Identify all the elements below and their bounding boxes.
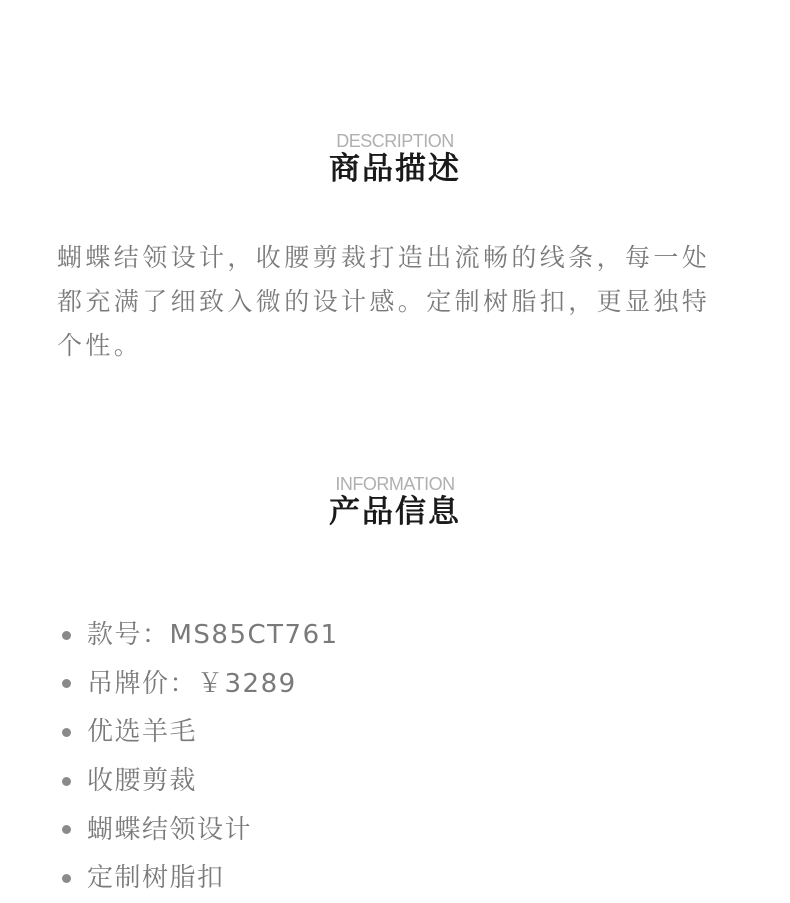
information-title: 产品信息 bbox=[329, 494, 461, 530]
description-text: 蝴蝶结领设计，收腰剪裁打造出流畅的线条，每一处都充满了细致入微的设计感。定制树脂扣，更显独特个性。 bbox=[57, 243, 711, 360]
list-item bbox=[62, 854, 339, 903]
bullet-dot-icon bbox=[62, 679, 71, 688]
info-item-collar: 蝴蝶结领设计 bbox=[87, 814, 253, 845]
info-item-cut: 收腰剪裁 bbox=[87, 766, 198, 797]
description-header bbox=[0, 131, 790, 187]
information-header bbox=[0, 474, 790, 530]
description-eyebrow: DESCRIPTION bbox=[336, 131, 454, 151]
description-title: 商品描述 bbox=[329, 151, 461, 187]
bullet-dot-icon bbox=[62, 874, 71, 883]
information-eyebrow: INFORMATION bbox=[335, 474, 455, 494]
info-item-style-number: 款号：MS85CT761 bbox=[87, 620, 339, 651]
bullet-dot-icon bbox=[62, 728, 71, 737]
list-item bbox=[62, 757, 339, 806]
product-info-list bbox=[62, 611, 339, 903]
list-item bbox=[62, 805, 339, 854]
list-item bbox=[62, 708, 339, 757]
list-item bbox=[62, 660, 339, 709]
bullet-dot-icon bbox=[62, 825, 71, 834]
bullet-dot-icon bbox=[62, 631, 71, 640]
info-item-material: 优选羊毛 bbox=[87, 717, 198, 748]
info-item-tag-price: 吊牌价：￥3289 bbox=[87, 668, 297, 699]
list-item bbox=[62, 611, 339, 660]
info-item-buttons: 定制树脂扣 bbox=[87, 863, 225, 894]
bullet-dot-icon bbox=[62, 777, 71, 786]
